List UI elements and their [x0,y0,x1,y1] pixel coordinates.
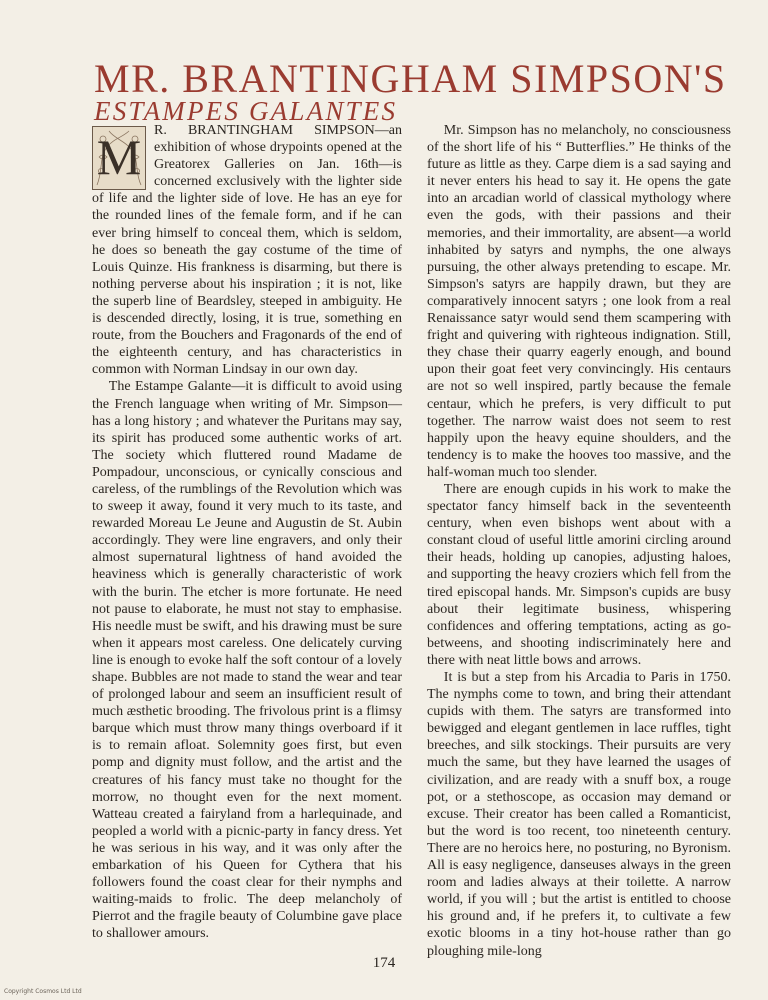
right-column [427,122,731,960]
paragraph: Mr. Simpson has no melancholy, no consciousness of the short life of his “ Butterflies.” He thinks of the future as little as they. Carpe diem is a sad saying and it never enters his head to say it. He opens the gate into an arcadian world of classical mythology where even the gods, with their passions and their memories, and their immortality, are absent—a world inhabited by satyrs and nymphs, the one always pursuing, the other always pretending to escape. Mr. Simpson's satyrs are happily drawn, but they are comparatively innocent satyrs ; one look from a real Renaissance satyr would send them scampering with fright and quivering with righteous indignation. Still, they chase their quarry eagerly enough, and bound upon their goat feet very convincingly. His centaurs are not so well inspired, partly because the female centaur, which he prefers, is very difficult to put together. The narrow waist does not seem to rest happily upon the heavy equine shoulders, and the tendency is to make the hooves too massive, and the half-woman much too slender. [427,123,731,480]
drop-cap-letter: M [96,129,142,185]
article-title: MR. BRANTINGHAM SIMPSON'S [94,56,727,101]
page-number: 174 [372,955,396,971]
paragraph: It is but a step from his Arcadia to Paris in 1750. The nymphs come to town, and bring their attendant cupids with them. The satyrs are transformed into bewigged and elegant gentlemen in lace ruffles, tight breeches, and silk stockings. Their pursuits are very much the same, but they have learned the usages of civilization, and are ready with a snuff box, a rouge pot, or a stethoscope, as occasion may demand or excuse. Their creator has been called a Romanticist, but the word is too recent, too nineteenth century. There are no heroics here, no posturing, no Byronism. All is easy negligence, danseuses always in the green room and ladies always at their toilette. A narrow world, if you will ; but the artist is entitled to choose his ground and, if he prefers it, to cultivate a few exotic blooms in a tiny hot-house rather than go ploughing mile-long [427,670,731,959]
copyright-notice: Copyright Cosmos Ltd Ltd [4,988,82,995]
paragraph: R. BRANTINGHAM SIMPSON—an exhibition of whose drypoints opened at the Greatorex Galleries on Jan. 16th—is concerned exclusively with the lighter side of life and the lighter side of love. He has an eye for the rounded lines of the female form, and if he can ever bring himself to conceal them, which is seldom, he does so beneath the gay costume of the time of Louis Quinze. His frankness is disarming, but there is nothing perverse about his inspiration ; it is not, like the superb line of Beardsley, steeped in ambiguity. He is descended directly, losing, it is true, something en route, from the Bouchers and Fragonards of the end of the eighteenth century, and has characteristics in common with Norman Lindsay in our own day. [92,123,402,378]
drop-cap [92,126,146,190]
left-column [92,122,402,943]
paragraph: The Estampe Galante—it is difficult to avoid using the French language when writing of Mr. Simpson—has a long history ; and whatever the Puritans may say, its spirit has produced some authentic works of art. The society which fluttered round Madame de Pompadour, unconscious, or cynically conscious and careless, of the rumblings of the Revolution which was to sweep it away, found it very much to its taste, and rewarded Moreau Le Jeune and Augustin de St. Aubin accordingly. They were line engravers, and only their almost supernatural lightness of hand avoided the heaviness which is generally characteristic of work with the burin. The etcher is more fortunate. He need not pause to elaborate, he must not stay to emphasise. His needle must be swift, and his drawing must be sure when it appears most careless. One delicately curving line is enough to evoke half the soft contour of a lovely shape. Bubbles are not made to stand the wear and tear of prolonged labour and seem an insufficient result of much æsthetic brooding. The frivolous print is a flimsy barque which must throw many things overboard if it is to remain afloat. Solemnity goes first, but even pomp and dignity must follow, and the artist and the creatures of his fancy must take no thought for the morrow, no thought even for the next moment. Watteau created a fairyland from a harlequinade, and peopled a world with a picnic-party in fancy dress. Yet he was serious in his way, and it was only after the embarkation of his Queen for Cythera that his followers found the coast clear for their nymphs and waiting-maids to frolic. The deep melancholy of Pierrot and the fragile beauty of Columbine gave place to shallower amours. [92,379,402,942]
article-subtitle: ESTAMPES GALANTES [94,96,398,126]
paragraph: There are enough cupids in his work to make the spectator fancy himself back in the seventeenth century, when even bishops went about with a constant cloud of useful little amorini circling around their heads, holding up canopies, adjusting haloes, and supporting the heavy croziers which fell from the tired episcopal hands. Mr. Simpson's cupids are busy about their legitimate business, whispering confidences and offering temptations, acting as go-betweens, and shooting indiscriminately here and there with neat little bows and arrows. [427,481,731,668]
